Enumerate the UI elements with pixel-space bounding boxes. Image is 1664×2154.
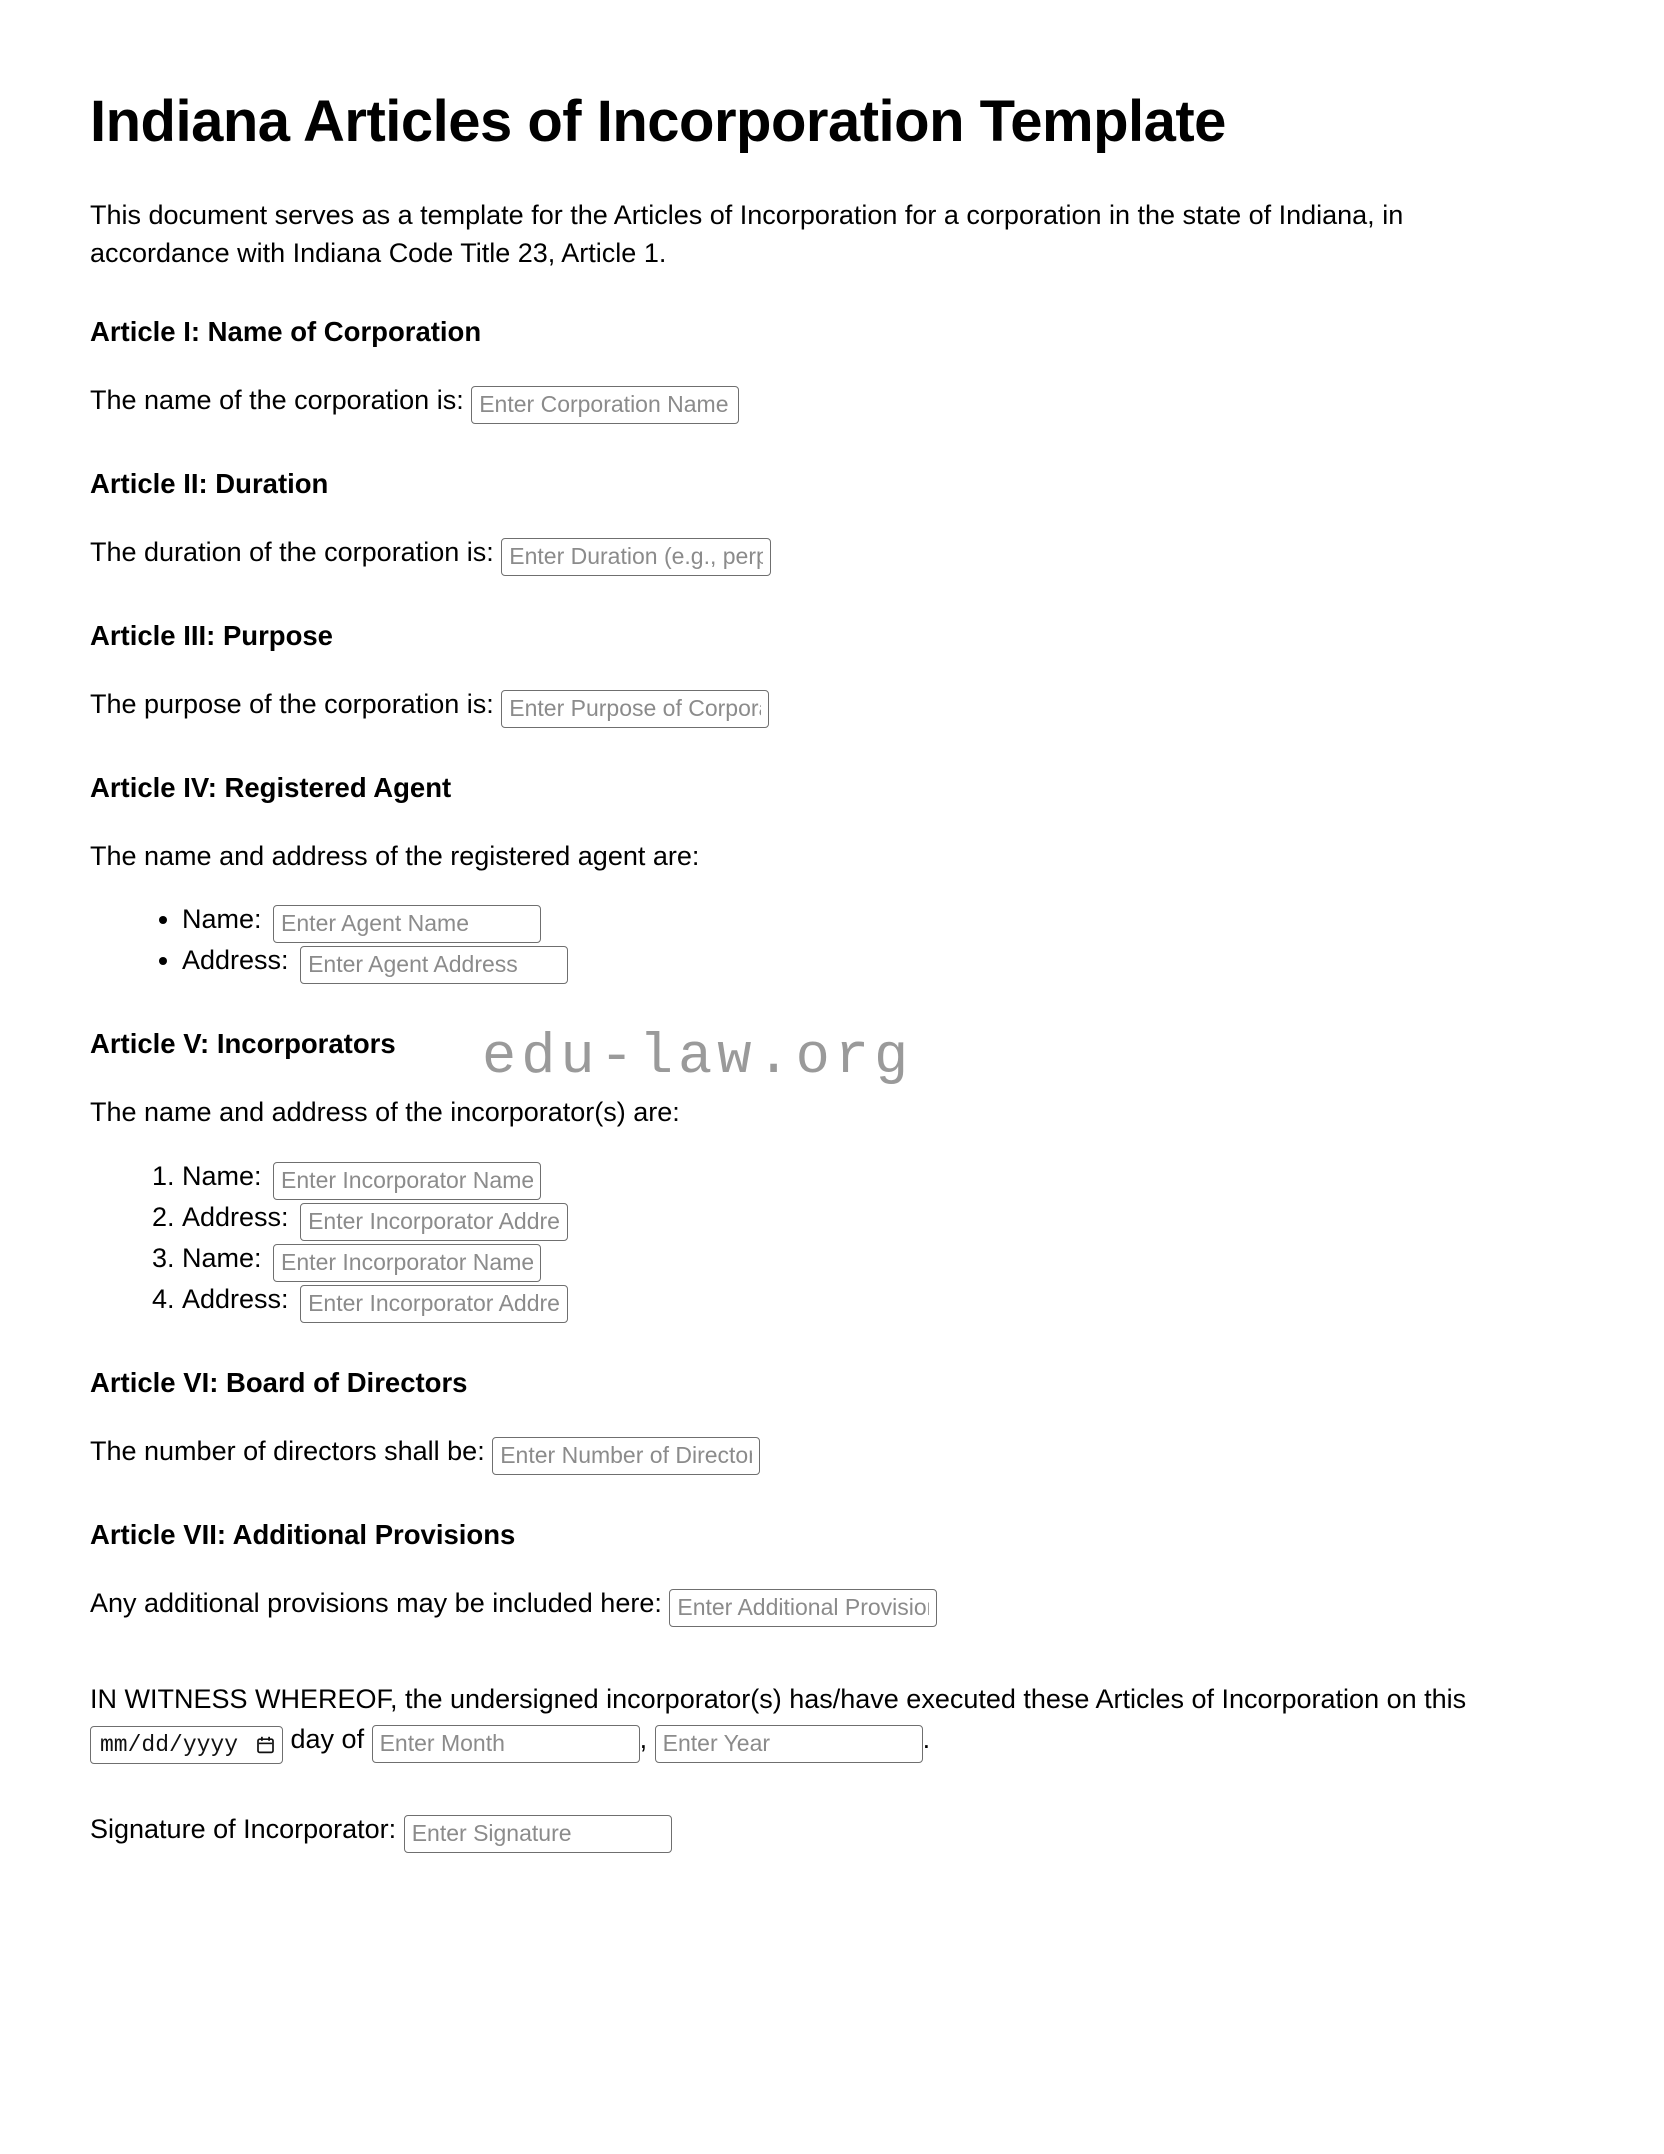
heading-article-5: Article V: Incorporators: [90, 1028, 396, 1060]
article-5-label: The name and address of the incorporator(s) are:: [90, 1097, 680, 1128]
list-item: [182, 1243, 1574, 1282]
incorporator-address-label-2: Address:: [182, 1283, 289, 1314]
agent-name-input[interactable]: [273, 905, 541, 943]
date-placeholder-text: mm/dd/yyyy: [100, 1732, 239, 1759]
heading-article-4: Article IV: Registered Agent: [90, 771, 452, 803]
agent-address-label: Address:: [182, 945, 289, 976]
signature-label: Signature of Incorporator:: [90, 1814, 397, 1845]
article-3-line: [90, 686, 1574, 728]
page-title: Indiana Articles of Incorporation Template: [90, 89, 1226, 154]
witness-comma: ,: [639, 1724, 648, 1755]
execution-date-input[interactable]: [90, 1726, 283, 1764]
list-item: [182, 1284, 1574, 1323]
site-watermark: edu-law.org: [482, 1026, 914, 1090]
list-item: [182, 1161, 1574, 1200]
incorporator-name-input-1[interactable]: [273, 1162, 541, 1200]
list-item: [182, 1202, 1574, 1241]
article-3-label: The purpose of the corporation is:: [90, 688, 494, 719]
article-1-line: [90, 382, 1574, 424]
agent-address-input[interactable]: [300, 946, 568, 984]
article-6-line: [90, 1433, 1574, 1475]
month-input[interactable]: [372, 1725, 640, 1763]
additional-provisions-input[interactable]: [669, 1589, 937, 1627]
article-1-label: The name of the corporation is:: [90, 384, 464, 415]
incorporator-name-label-2: Name:: [182, 1242, 262, 1273]
signature-input[interactable]: [404, 1815, 672, 1853]
article-4-label: The name and address of the registered agent are:: [90, 840, 700, 871]
incorporator-name-label-1: Name:: [182, 1160, 262, 1191]
signature-row: [90, 1814, 1574, 1853]
heading-article-1: Article I: Name of Corporation: [90, 315, 482, 347]
purpose-input[interactable]: [501, 690, 769, 728]
article-7-line: [90, 1585, 1574, 1627]
list-item: [182, 945, 1574, 984]
incorporator-name-input-2[interactable]: [273, 1244, 541, 1282]
incorporator-address-input-2[interactable]: [300, 1285, 568, 1323]
heading-article-3: Article III: Purpose: [90, 619, 333, 651]
incorporator-address-label-1: Address:: [182, 1201, 289, 1232]
article-2-label: The duration of the corporation is:: [90, 536, 494, 567]
corporation-name-input[interactable]: [471, 386, 739, 424]
witness-period: .: [922, 1724, 931, 1755]
year-input[interactable]: [655, 1725, 923, 1763]
intro-paragraph: This document serves as a template for the Articles of Incorporation for a corporation in the state of Indiana, in accordance with Indiana Code Title 23, Article 1.: [90, 200, 1404, 268]
heading-article-6: Article VI: Board of Directors: [90, 1366, 468, 1398]
calendar-icon[interactable]: [257, 1736, 274, 1754]
heading-article-2: Article II: Duration: [90, 467, 329, 499]
duration-input[interactable]: [501, 538, 771, 576]
witness-text-before: IN WITNESS WHEREOF, the undersigned incorporator(s) has/have executed these Articles of Incorporation on this: [90, 1683, 1467, 1714]
list-item: [182, 904, 1574, 943]
incorporators-list: [90, 1161, 1574, 1323]
heading-article-7: Article VII: Additional Provisions: [90, 1518, 516, 1550]
number-of-directors-input[interactable]: [492, 1437, 760, 1475]
witness-text-after: day of: [290, 1724, 365, 1755]
registered-agent-list: [90, 904, 1574, 984]
article-7-label: Any additional provisions may be included here:: [90, 1587, 662, 1618]
agent-name-label: Name:: [182, 904, 262, 935]
incorporator-address-input-1[interactable]: [300, 1203, 568, 1241]
article-6-label: The number of directors shall be:: [90, 1435, 485, 1466]
witness-paragraph: [90, 1679, 1540, 1765]
article-2-line: [90, 534, 1574, 576]
